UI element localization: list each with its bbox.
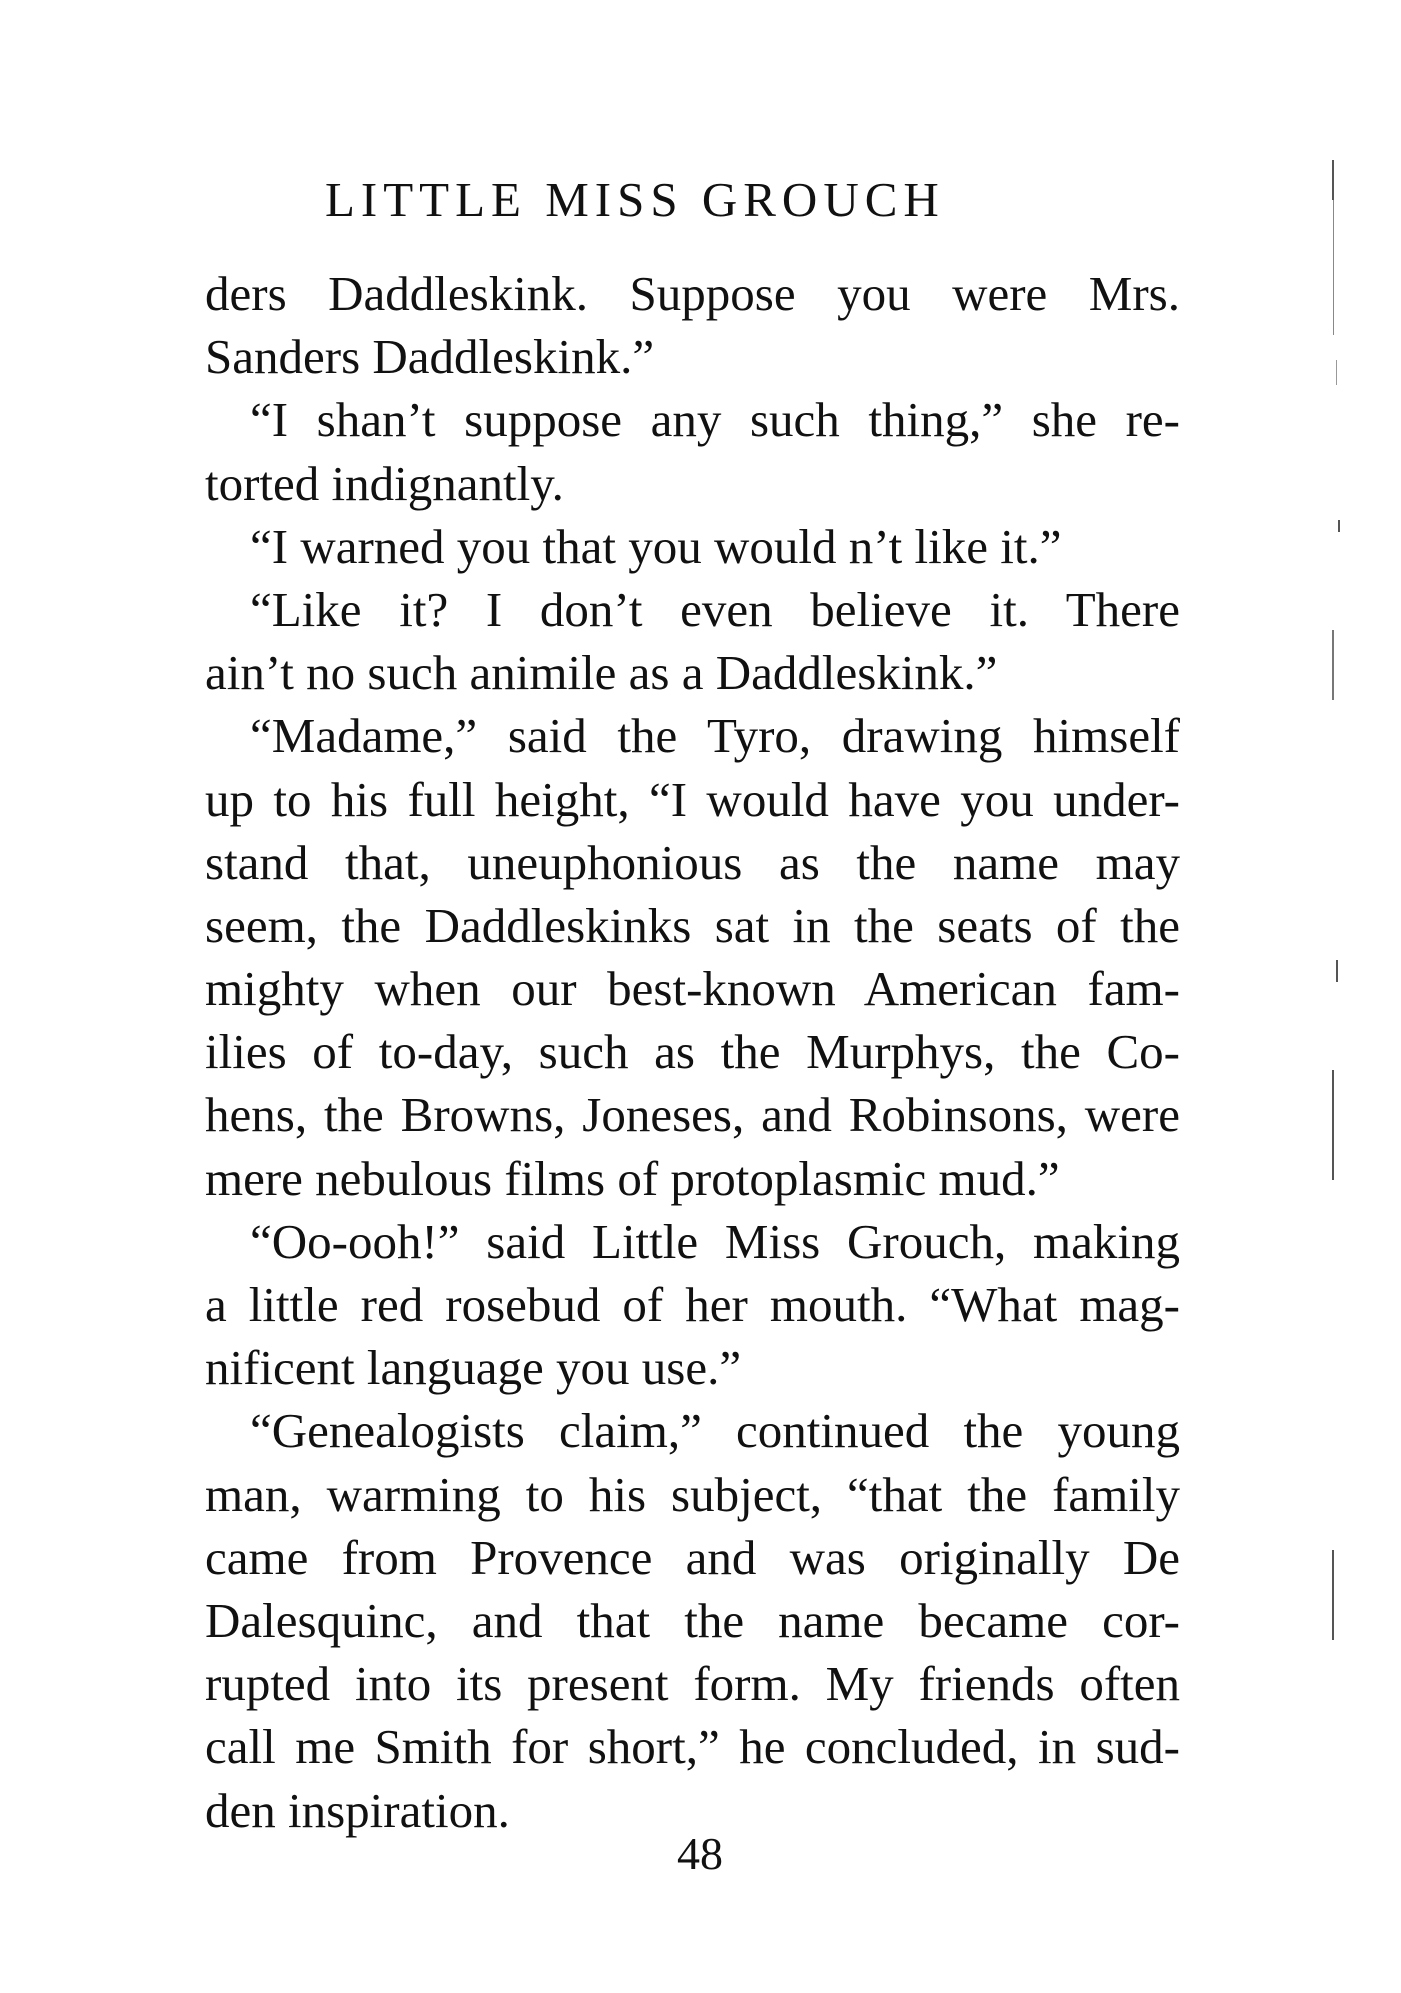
text-line: nificent language you use.” <box>205 1340 742 1396</box>
page-number: 48 <box>677 1828 723 1879</box>
text-line: call me Smith for short,” he concluded, in sud- <box>205 1719 1180 1775</box>
text-line: up to his full height, “I would have you under- <box>205 771 1180 827</box>
text-line: mighty when our best-known American fam- <box>205 961 1180 1017</box>
margin-scan-marks <box>1330 160 1360 1780</box>
text-line: ders Daddleskink. Suppose you were Mrs. <box>205 266 1180 321</box>
text-line: a little red rosebud of her mouth. “What mag- <box>205 1277 1180 1332</box>
text-line: ilies of to-day, such as the Murphys, the Co- <box>205 1024 1180 1080</box>
text-line: “I warned you that you would n’t like it.” <box>250 518 1062 574</box>
text-line: stand that, uneuphonious as the name may <box>205 834 1180 890</box>
text-line: Dalesquinc, and that the name became cor- <box>205 1592 1180 1648</box>
text-line: came from Provence and was originally De <box>205 1529 1180 1585</box>
text-line: torted indignantly. <box>205 455 564 511</box>
body-text <box>205 262 1180 1842</box>
text-line: mere nebulous films of protoplasmic mud.” <box>205 1150 1060 1206</box>
text-line: den inspiration. <box>205 1782 510 1838</box>
text-line: rupted into its present form. My friends often <box>205 1656 1180 1712</box>
text-line: “Oo-ooh!” said Little Miss Grouch, making <box>250 1213 1180 1269</box>
text-line: “Madame,” said the Tyro, drawing himself <box>250 708 1180 764</box>
text-line: ain’t no such animile as a Daddleskink.” <box>205 645 998 701</box>
text-line: “Like it? I don’t even believe it. There <box>250 581 1180 637</box>
text-line: man, warming to his subject, “that the family <box>205 1466 1180 1522</box>
text-line: hens, the Browns, Joneses, and Robinsons, were <box>205 1087 1180 1143</box>
text-line: Sanders Daddleskink.” <box>205 329 655 385</box>
text-line: “I shan’t suppose any such thing,” she re- <box>250 392 1180 448</box>
running-head: LITTLE MISS GROUCH <box>325 172 945 227</box>
text-line: “Genealogists claim,” continued the young <box>250 1403 1180 1459</box>
text-line: seem, the Daddleskinks sat in the seats of the <box>205 897 1180 953</box>
